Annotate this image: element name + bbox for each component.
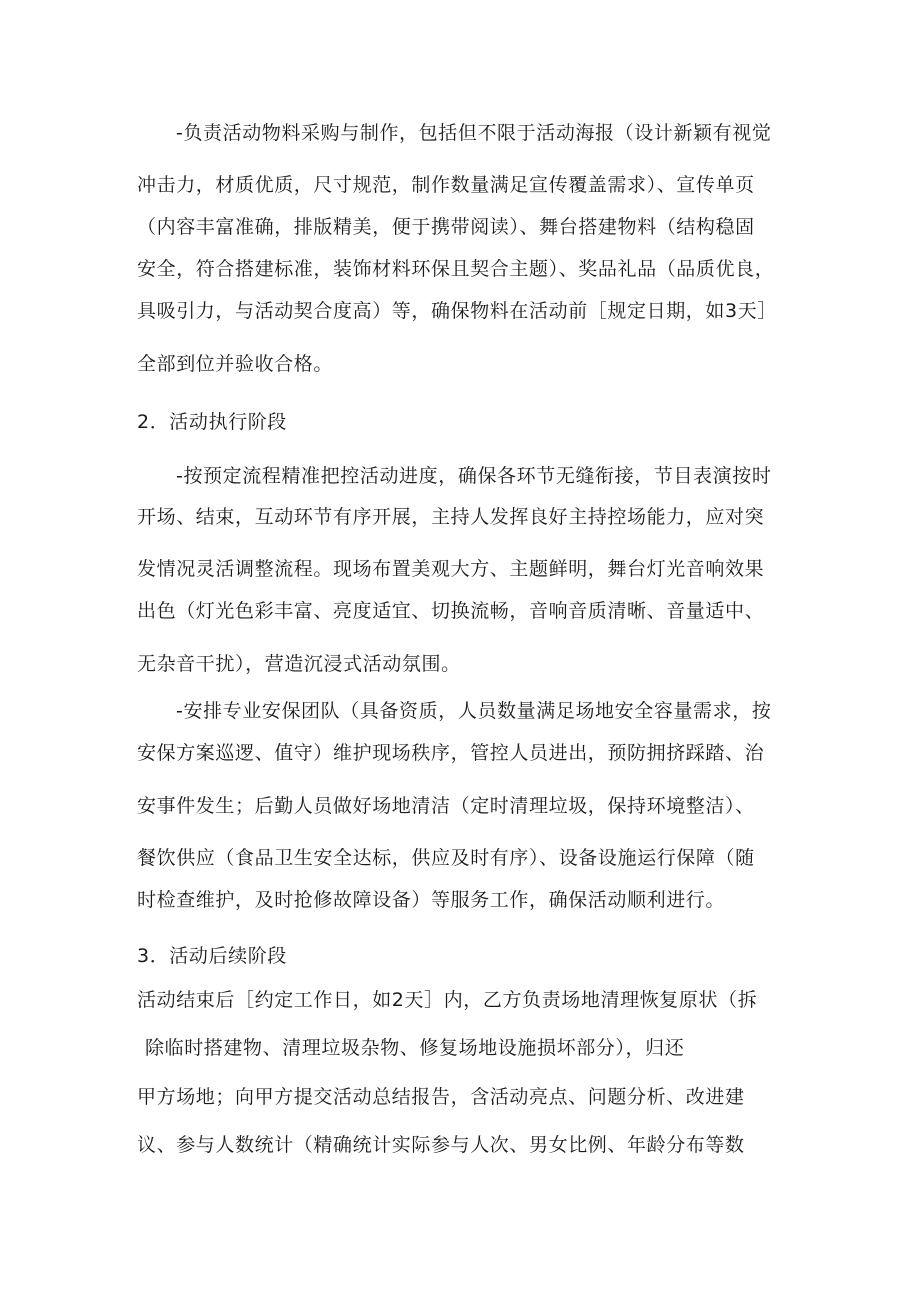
paragraph-line: 冲击力，材质优质，尺寸规范，制作数量满足宣传覆盖需求）、宣传单页 xyxy=(137,174,755,196)
paragraph-line: 安全，符合搭建标准，装饰材料环保且契合主题）、奖品礼品（品质优良， xyxy=(137,258,775,280)
paragraph-line: 时检查维护，及时抢修故障设备）等服务工作，确保活动顺利进行。 xyxy=(137,889,726,911)
paragraph-line: 甲方场地；向甲方提交活动总结报告，含活动亮点、问题分析、改进建 xyxy=(137,1086,745,1108)
paragraph-line: 开场、结束，互动环节有序开展，主持人发挥良好主持控场能力，应对突 xyxy=(137,506,765,528)
paragraph-line: 活动结束后［约定工作日，如2天］内，乙方负责场地清理恢复原状（拆 xyxy=(137,989,758,1011)
section-heading: 2．活动执行阶段 xyxy=(137,411,287,433)
paragraph-line: 无杂音干扰），营造沉浸式活动氛围。 xyxy=(137,653,461,675)
paragraph-line: -安排专业安保团队（具备资质，人员数量满足场地安全容量需求，按 xyxy=(176,700,772,722)
paragraph-line: 出色（灯光色彩丰富、亮度适宜、切换流畅，音响音质清晰、音量适中、 xyxy=(137,600,765,622)
section-heading: 3．活动后续阶段 xyxy=(137,945,287,967)
paragraph-line: （内容丰富准确，排版精美，便于携带阅读）、舞台搭建物料（结构稳固 xyxy=(137,216,755,238)
paragraph-line: -按预定流程精准把控活动进度，确保各环节无缝衔接，节目表演按时 xyxy=(176,465,772,487)
paragraph-line: 发情况灵活调整流程。现场布置美观大方、主题鲜明，舞台灯光音响效果 xyxy=(137,558,765,580)
paragraph-line: -负责活动物料采购与制作，包括但不限于活动海报（设计新颖有视觉 xyxy=(176,122,772,144)
paragraph-line: 安保方案巡逻、值守）维护现场秩序，管控人员进出，预防拥挤踩踏、治 xyxy=(137,742,765,764)
paragraph-line: 议、参与人数统计（精确统计实际参与人次、男女比例、年龄分布等数 xyxy=(137,1134,745,1156)
paragraph-line: 餐饮供应（食品卫生安全达标，供应及时有序）、设备设施运行保障（随 xyxy=(137,847,755,869)
paragraph-line: 除临时搭建物、清理垃圾杂物、修复场地设施损坏部分），归还 xyxy=(145,1037,685,1059)
paragraph-line: 全部到位并验收合格。 xyxy=(137,353,334,375)
paragraph-line: 具吸引力，与活动契合度高）等，确保物料在活动前［规定日期，如3天］ xyxy=(137,300,777,322)
paragraph-line: 安事件发生；后勤人员做好场地清洁（定时清理垃圾，保持环境整洁）、 xyxy=(137,795,755,817)
